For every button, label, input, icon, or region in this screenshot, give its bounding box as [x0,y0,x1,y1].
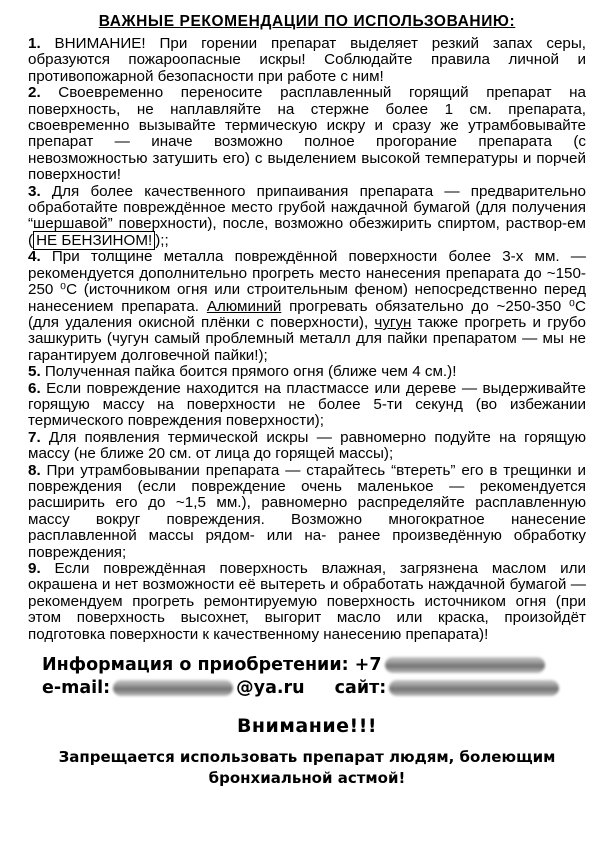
recommendation-number: 1. [28,35,41,52]
recommendation-number: 8. [28,461,41,479]
recommendation-text: прогревать обязательно до ~250-350 ⁰С (для удаления окисной плёнки с поверхности), [28,297,586,331]
recommendation-text: Для появления термической искры — равномерно подуйте на горящую массу (не ближе 20 см. от лица до горящей массы); [28,428,586,463]
recommendation-item [28,463,586,561]
recommendation-number: 3. [28,182,41,200]
contact-row [42,676,586,699]
purchase-info [28,653,586,699]
emphasized-text: Алюминий [206,297,282,315]
email-label: e-mail: [42,677,111,698]
recommendation-text: Если повреждённая поверхность влажная, загрязнена маслом или окрашена и нет возможности её вытереть и обработать наждачной бумагой — рекомендуем прогреть ремонтируемую поверхность источником огня (при этом поверхность высохнет, выгорит масло или краска, произойдёт подготовка поверхности к качественному нанесению препарата)! [28,560,586,643]
recommendation-item [28,364,586,380]
redacted-phone [385,657,545,673]
recommendation-text: также прогреть и грубо зашкурить (чугун самый проблемный металл для пайки препаратом — мы не гарантируем долговечной пайки!); [28,313,587,364]
recommendation-item [28,184,586,250]
email-domain: @ya.ru [236,677,305,698]
recommendation-text: Своевременно переносите расплавленный горящий препарат на поверхность, не наплавляйте на стержне более 1 см. препарата, своевременно вызывайте термическую искру и сразу же утрамбовывайте препарат — иначе возможно полное прогорание препарата (с невозможностью затушить его) с выделением высокой температуры и порчей поверхности! [28,84,586,184]
recommendation-number: 4. [28,248,41,266]
recommendation-number: 5. [28,363,41,381]
emphasized-text: чугун [374,313,412,331]
redacted-email [113,680,233,696]
recommendation-number: 6. [28,379,41,397]
site-label: сайт: [334,677,387,698]
recommendation-item [28,381,586,430]
recommendation-text: Полученная пайка боится прямого огня (ближе чем 4 см.)! [40,363,457,381]
recommendation-text: При утрамбовывании препарата — старайтесь “втереть” его в трещинки и повреждения (если повреждение очень маленькое — рекомендуется расширить его до ~1,5 мм.), равномерно распределяйте расплавленную массу вокруг повреждения. Возможно многократное нанесение расплавленной массы рядом- или на- ранее произведённую обработку повреждения; [28,461,586,561]
recommendation-item [28,36,586,85]
phone-row [42,653,586,676]
recommendations-list [28,36,586,643]
recommendation-item [28,249,586,364]
recommendation-text: Для более качественного припаивания препарата — предварительно обработайте повреждённое место грубой наждачной бумагой (для получения “шершавой” поверхности), после, возможно обезжирить спиртом, раствор-ем ( [28,182,586,249]
page-title: ВАЖНЫЕ РЕКОМЕНДАЦИИ ПО ИСПОЛЬЗОВАНИЮ: [98,13,516,30]
recommendation-item [28,85,586,183]
recommendation-number: 7. [28,428,41,446]
recommendation-item [28,561,586,643]
recommendation-text: );; [155,231,169,249]
emphasized-text: НЕ БЕНЗИНОМ! [33,231,155,250]
asthma-warning: Запрещается использовать препарат людям, болеющим бронхиальной астмой! [58,748,556,788]
recommendation-number: 9. [28,560,41,577]
recommendation-item [28,430,586,463]
attention-heading: Внимание!!! [236,715,378,738]
recommendation-text: При толщине металла повреждённой поверхности более 3-х мм. — рекомендуется дополнительно прогреть место нанесения препарата до ~150-250 ⁰С (источником огня или строительным феном) непосредственно перед нанесением препарата. [28,248,586,315]
recommendation-number: 2. [28,84,41,102]
recommendation-text: Если повреждение находится на пластмассе или дереве — выдерживайте горящую массу на поверхности не более 5-ти секунд (во избежании термического повреждения поверхности); [28,379,586,430]
phone-label: Информация о приобретении: +7 [42,654,382,675]
recommendation-text: ВНИМАНИЕ! При горении препарат выделяет резкий запах серы, образуются пожароопасные искры! Соблюдайте правила личной и противопожарной безопасности при работе с ним! [28,35,586,85]
redacted-site [389,680,559,696]
